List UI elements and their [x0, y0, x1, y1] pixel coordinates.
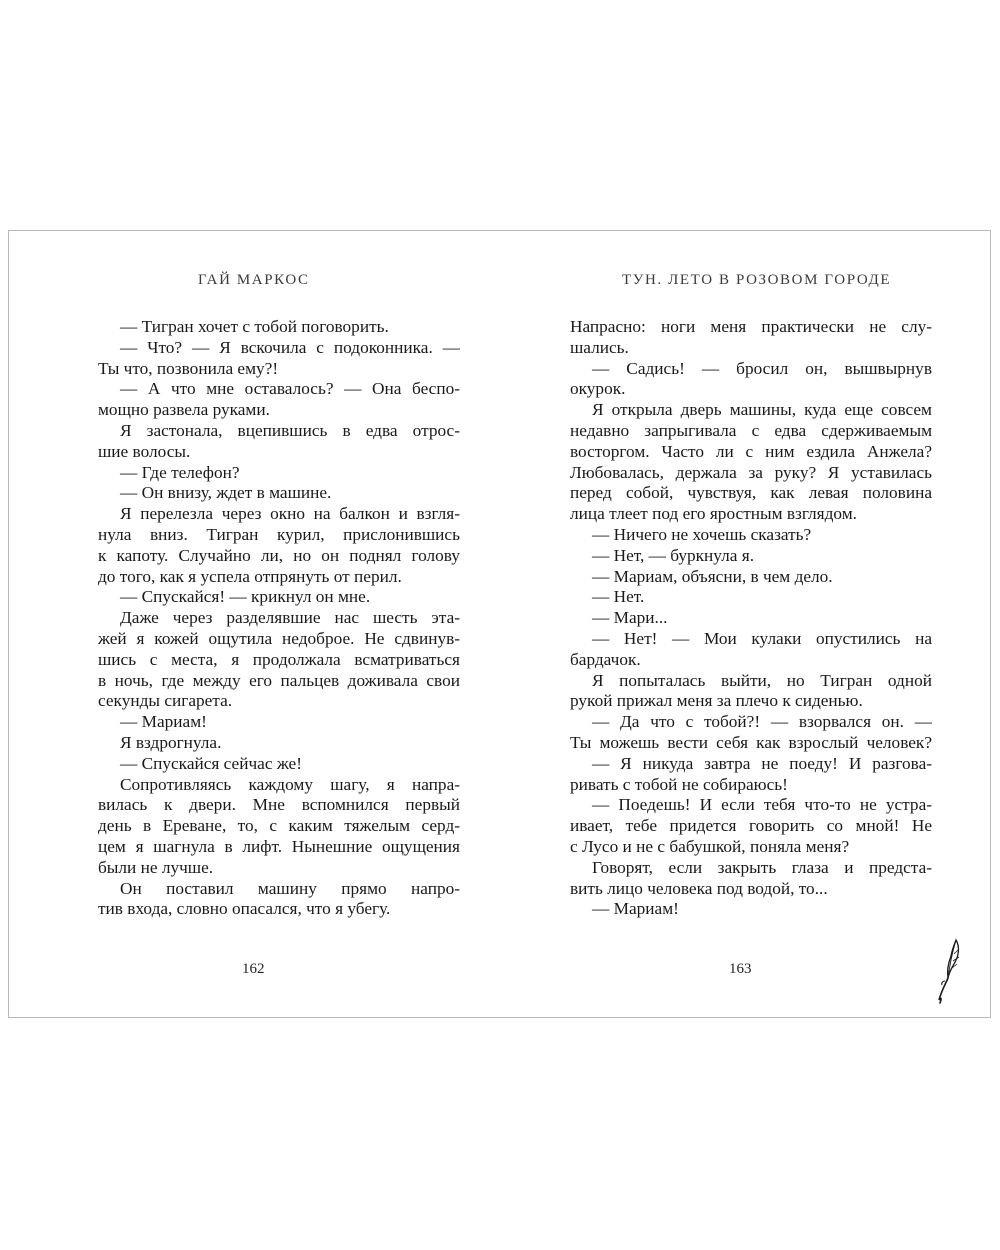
text-line: перед собой, чувствуя, как левая половина: [570, 483, 932, 503]
text-line: тив входа, словно опасался, что я убегу.: [98, 899, 391, 919]
text-line: были не лучше.: [98, 857, 214, 877]
text-line: Он поставил машину прямо напро-: [120, 878, 460, 898]
text-line: в ночь, где между его пальцев доживала свои: [98, 670, 460, 690]
book-spread: [8, 230, 991, 1018]
text-line: с Лусо и не с бабушкой, поняла меня?: [570, 836, 850, 856]
text-line: Даже через разделявшие нас шесть эта-: [120, 608, 460, 628]
text-line: ивает, тебе придется говорить со мной! Не: [570, 816, 932, 836]
text-line: Я попыталась выйти, но Тигран одной: [592, 670, 932, 690]
text-line: — Мариам!: [592, 899, 679, 919]
text-line: Сопротивляясь каждому шагу, я напра-: [120, 774, 460, 794]
text-line: — Садись! — бросил он, вышвырнув: [592, 358, 932, 378]
text-line: нула вниз. Тигран курил, прислонившись: [98, 524, 460, 544]
text-line: мощно развела руками.: [98, 400, 270, 420]
text-line: жей я кожей ощутила недоброе. Не сдвинув-: [98, 628, 460, 648]
text-line: — Что? — Я вскочила с подоконника. —: [120, 337, 460, 357]
text-line: ривать с тобой не собираюсь!: [570, 774, 788, 794]
page-number-left: 162: [242, 961, 265, 977]
text-line: — Мари...: [592, 608, 668, 628]
text-line: восторгом. Часто ли с ним ездила Анжела?: [570, 441, 932, 461]
text-line: бардачок.: [570, 649, 641, 669]
text-line: — Нет, — буркнула я.: [592, 545, 755, 565]
text-line: — Ничего не хочешь сказать?: [592, 524, 812, 544]
text-line: — Мариам!: [120, 712, 207, 732]
text-line: Ты можешь вести себя как взрослый человек?: [570, 732, 932, 752]
page-number-right: 163: [729, 961, 752, 977]
text-line: Я открыла дверь машины, куда еще совсем: [592, 400, 932, 420]
text-line: — Спускайся! — крикнул он мне.: [120, 587, 371, 607]
text-line: Любовалась, держала за руку? Я уставилась: [570, 462, 932, 482]
text-line: — Он внизу, ждет в машине.: [120, 483, 332, 503]
text-line: — Спускайся сейчас же!: [120, 753, 302, 773]
quill-pen-icon: [929, 937, 965, 1007]
text-line: день в Ереване, то, с каким тяжелым серд-: [98, 816, 460, 836]
text-line: рукой прижал меня за плечо к сиденью.: [570, 691, 863, 711]
running-head-title: ТУН. ЛЕТО В РОЗОВОМ ГОРОДЕ: [622, 272, 892, 288]
text-line: вилась к двери. Мне вспомнился первый: [98, 795, 460, 815]
left-page: [9, 231, 499, 1017]
right-page-text: [570, 317, 932, 920]
text-line: — Я никуда завтра не поеду! И разгова-: [592, 753, 932, 773]
text-line: Напрасно: ноги меня практически не слу-: [570, 317, 932, 336]
text-line: — Нет! — Мои кулаки опустились на: [592, 628, 932, 648]
text-line: шие волосы.: [98, 441, 191, 461]
text-line: Я застонала, вцепившись в едва отрос-: [120, 420, 460, 440]
text-line: — Нет.: [592, 587, 645, 607]
text-line: цем я шагнула в лифт. Нынешние ощущения: [98, 836, 460, 856]
text-line: Я вздрогнула.: [120, 732, 222, 752]
text-line: — Тигран хочет с тобой поговорить.: [120, 317, 389, 336]
text-line: Ты что, позвонила ему?!: [98, 358, 279, 378]
text-line: — Да что с тобой?! — взорвался он. —: [592, 712, 932, 732]
text-line: к капоту. Случайно ли, но он поднял голову: [98, 545, 460, 565]
text-line: лица тлеет под его яростным взглядом.: [570, 504, 857, 524]
text-line: — Поедешь! И если тебя что-то не устра-: [592, 795, 932, 815]
text-line: недавно запрыгивала с едва сдерживаемым: [570, 420, 932, 440]
text-line: Говорят, если закрыть глаза и предста-: [592, 857, 932, 877]
left-page-text: [98, 317, 460, 920]
text-line: — Где телефон?: [120, 462, 240, 482]
right-page: [499, 231, 990, 1017]
text-line: окурок.: [570, 379, 626, 399]
text-line: до того, как я успела отпрянуть от перил.: [98, 566, 402, 586]
text-line: Я перелезла через окно на балкон и взгля-: [120, 504, 460, 524]
text-line: — Мариам, объясни, в чем дело.: [592, 566, 833, 586]
text-line: — А что мне оставалось? — Она беспо-: [120, 379, 460, 399]
text-line: шись с места, я продолжала всматриваться: [98, 649, 460, 669]
running-head-author: ГАЙ МАРКОС: [198, 272, 310, 288]
text-line: шались.: [570, 337, 629, 357]
text-line: секунды сигарета.: [98, 691, 233, 711]
text-line: вить лицо человека под водой, то...: [570, 878, 828, 898]
